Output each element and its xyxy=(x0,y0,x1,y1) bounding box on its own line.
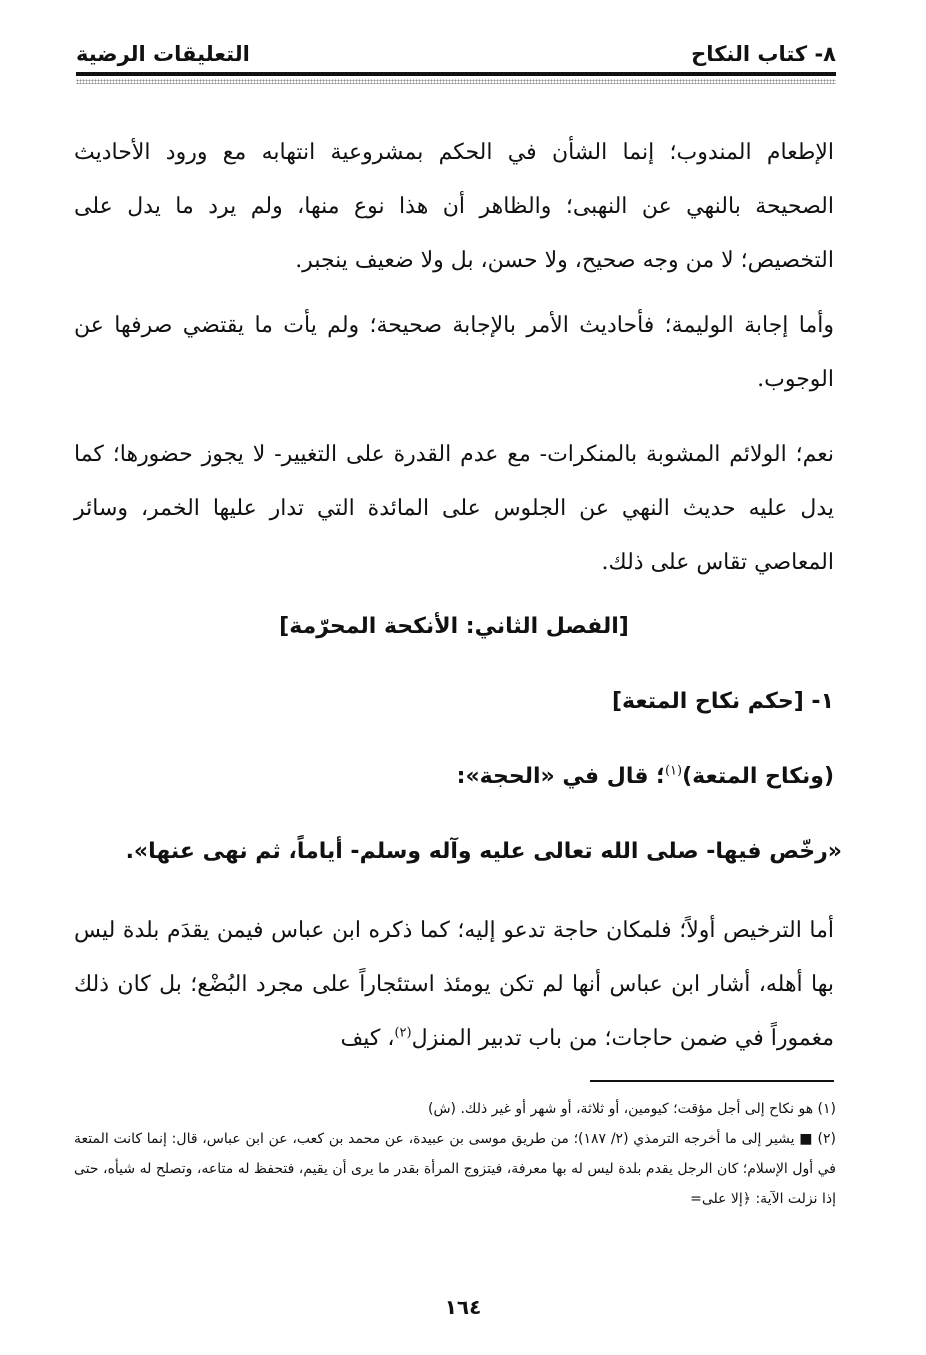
matn-line xyxy=(457,764,834,789)
section-heading: [الفصل الثاني: الأنكحة المحرّمة] xyxy=(279,614,629,639)
footnote-ref-2[interactable]: (٢) xyxy=(394,1025,412,1041)
footnote-separator xyxy=(590,1080,834,1082)
paragraph-4-text: أما الترخيص أولاً؛ فلمكان حاجة تدعو إليه؛ كما ذكره ابن عباس فيمن يقدَم بلدة ليس بها أهله، أشار ابن عباس أنها لم تكن يومئذ استئجاراً على مجرد البُضْع؛ بل كان ذلك مغموراً في ضمن حاجات؛ من باب تدبير المنزل xyxy=(74,918,834,1051)
footnote-ref-1[interactable]: (١) xyxy=(664,763,683,779)
page-number: ١٦٤ xyxy=(444,1295,482,1319)
header-rule xyxy=(76,72,836,76)
quote-line: «رخّص فيها- صلى الله تعالى عليه وآله وسلم- أياماً، ثم نهى عنها». xyxy=(125,839,842,864)
chapter-title: ٨- كتاب النكاح xyxy=(691,42,836,66)
header-dotted-rule xyxy=(76,79,836,84)
paragraph-2: وأما إجابة الوليمة؛ فأحاديث الأمر بالإجابة صحيحة؛ ولم يأت ما يقتضي صرفها عن الوجوب. xyxy=(74,313,834,392)
paragraph-1: الإطعام المندوب؛ إنما الشأن في الحكم بمشروعية انتهابه مع ورود الأحاديث الصحيحة بالنهي عن النهبى؛ والظاهر أن هذا نوع منها، ولم يرد ما يدل على التخصيص؛ لا من وجه صحيح، ولا حسن، بل ولا ضعيف ينجبر. xyxy=(74,140,834,273)
book-title: التعليقات الرضية xyxy=(76,42,250,66)
paragraph-4 xyxy=(74,904,834,1066)
running-header xyxy=(76,36,836,72)
footnote-2: (٢) ■ يشير إلى ما أخرجه الترمذي (٢/ ١٨٧)؛ من طريق موسى بن عبيدة، عن محمد بن كعب، عن ابن عباس، قال: إنما كانت المتعة في أول الإسلام؛ كان الرجل يقدم بلدة ليس له بها معرفة، فيتزوج المرأة بقدر ما يرى أن يقيم، فتحفظ له متاعه، وتصلح له شيأه، حتى إذا نزلت الآية: ﴿إلا على= xyxy=(74,1131,836,1207)
matn-after: ؛ قال في «الحجة»: xyxy=(456,764,665,789)
footnote-1: (١) هو نكاح إلى أجل مؤقت؛ كيومين، أو ثلاثة، أو شهر أو غير ذلك. (ش) xyxy=(428,1101,836,1117)
subheading: ١- [حكم نكاح المتعة] xyxy=(611,689,834,714)
footnotes xyxy=(74,1094,836,1214)
paragraph-4-after: ، كيف xyxy=(340,1026,395,1051)
paragraph-3: نعم؛ الولائم المشوبة بالمنكرات- مع عدم القدرة على التغيير- لا يجوز حضورها؛ كما يدل عليه حديث النهي عن الجلوس على المائدة التي تدار عليها الخمر، وسائر المعاصي تقاس على ذلك. xyxy=(74,442,834,575)
matn-text: (ونكاح المتعة) xyxy=(682,764,834,789)
